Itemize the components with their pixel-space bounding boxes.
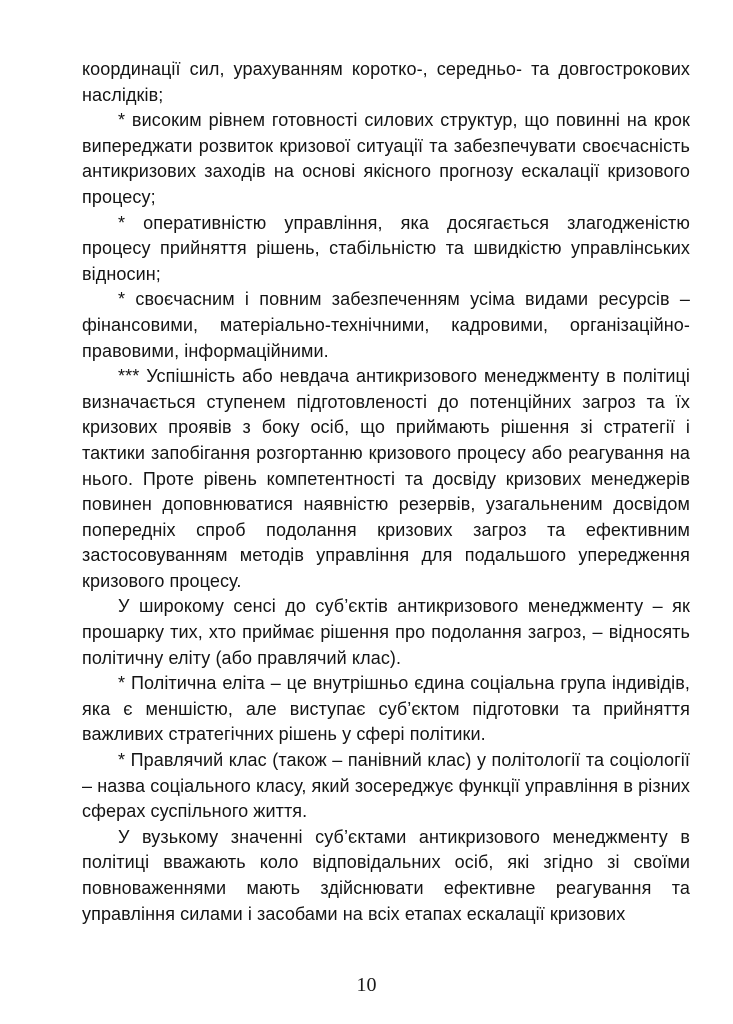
paragraph-ruling-class: * Правлячий клас (також – панівний клас) у політології та соціології – назва соціального класу, який зосереджує функції управління в різних сферах суспільного життя.	[82, 750, 690, 822]
paragraph-continuation: координації сил, урахуванням коротко-, середньо- та довгострокових наслідків;	[82, 59, 690, 105]
paragraph-bullet-resources: * своєчасним і повним забезпеченням усіма видами ресурсів – фінансовими, матеріально-технічними, кадровими, організаційно-правовими, інформаційними.	[82, 289, 690, 361]
paragraph-political-elite: * Політична еліта – це внутрішньо єдина соціальна група індивідів, яка є меншістю, але виступає суб’єктом підготовки та прийняття важливих стратегічних рішень у сфері політики.	[82, 673, 690, 745]
paragraph-bullet-readiness: * високим рівнем готовності силових структур, що повинні на крок випереджати розвиток кризової ситуації та забезпечувати своєчасність антикризових заходів на основі якісного прогнозу ескалації кризового процесу;	[82, 110, 690, 207]
paragraph-narrow-sense: У вузькому значенні суб’єктами антикризового менеджменту в політиці вважають коло відповідальних осіб, які згідно зі своїми повноваженнями мають здійснювати ефективне реагування та управління силами і засобами на всіх етапах ескалації кризових	[82, 826, 690, 924]
body-text	[82, 57, 690, 927]
paragraph-broad-sense: У широкому сенсі до суб’єктів антикризового менеджменту – як прошарку тих, хто приймає рішення про подолання загроз, – відносять політичну еліту (або правлячий клас).	[82, 596, 690, 668]
page-number: 10	[356, 974, 377, 996]
paragraph-bullet-efficiency: * оперативністю управління, яка досягається злагодженістю процесу прийняття рішень, стабільністю та швидкістю управлінських відносин;	[82, 212, 690, 284]
paragraph-success-failure: *** Успішність або невдача антикризового менеджменту в політиці визначається ступенем підготовленості до потенційних загроз та їх кризових проявів з боку осіб, що приймають рішення зі стратегії і тактики запобігання розгортанню кризового процесу або реагування на нього. Проте рівень компетентності та досвіду кризових менеджерів повинен доповнюватися наявністю резервів, узагальненим досвідом попередніх спроб подолання кризових загроз та ефективним застосовуванням методів управління для подальшого упередження кризового процесу.	[82, 366, 690, 591]
